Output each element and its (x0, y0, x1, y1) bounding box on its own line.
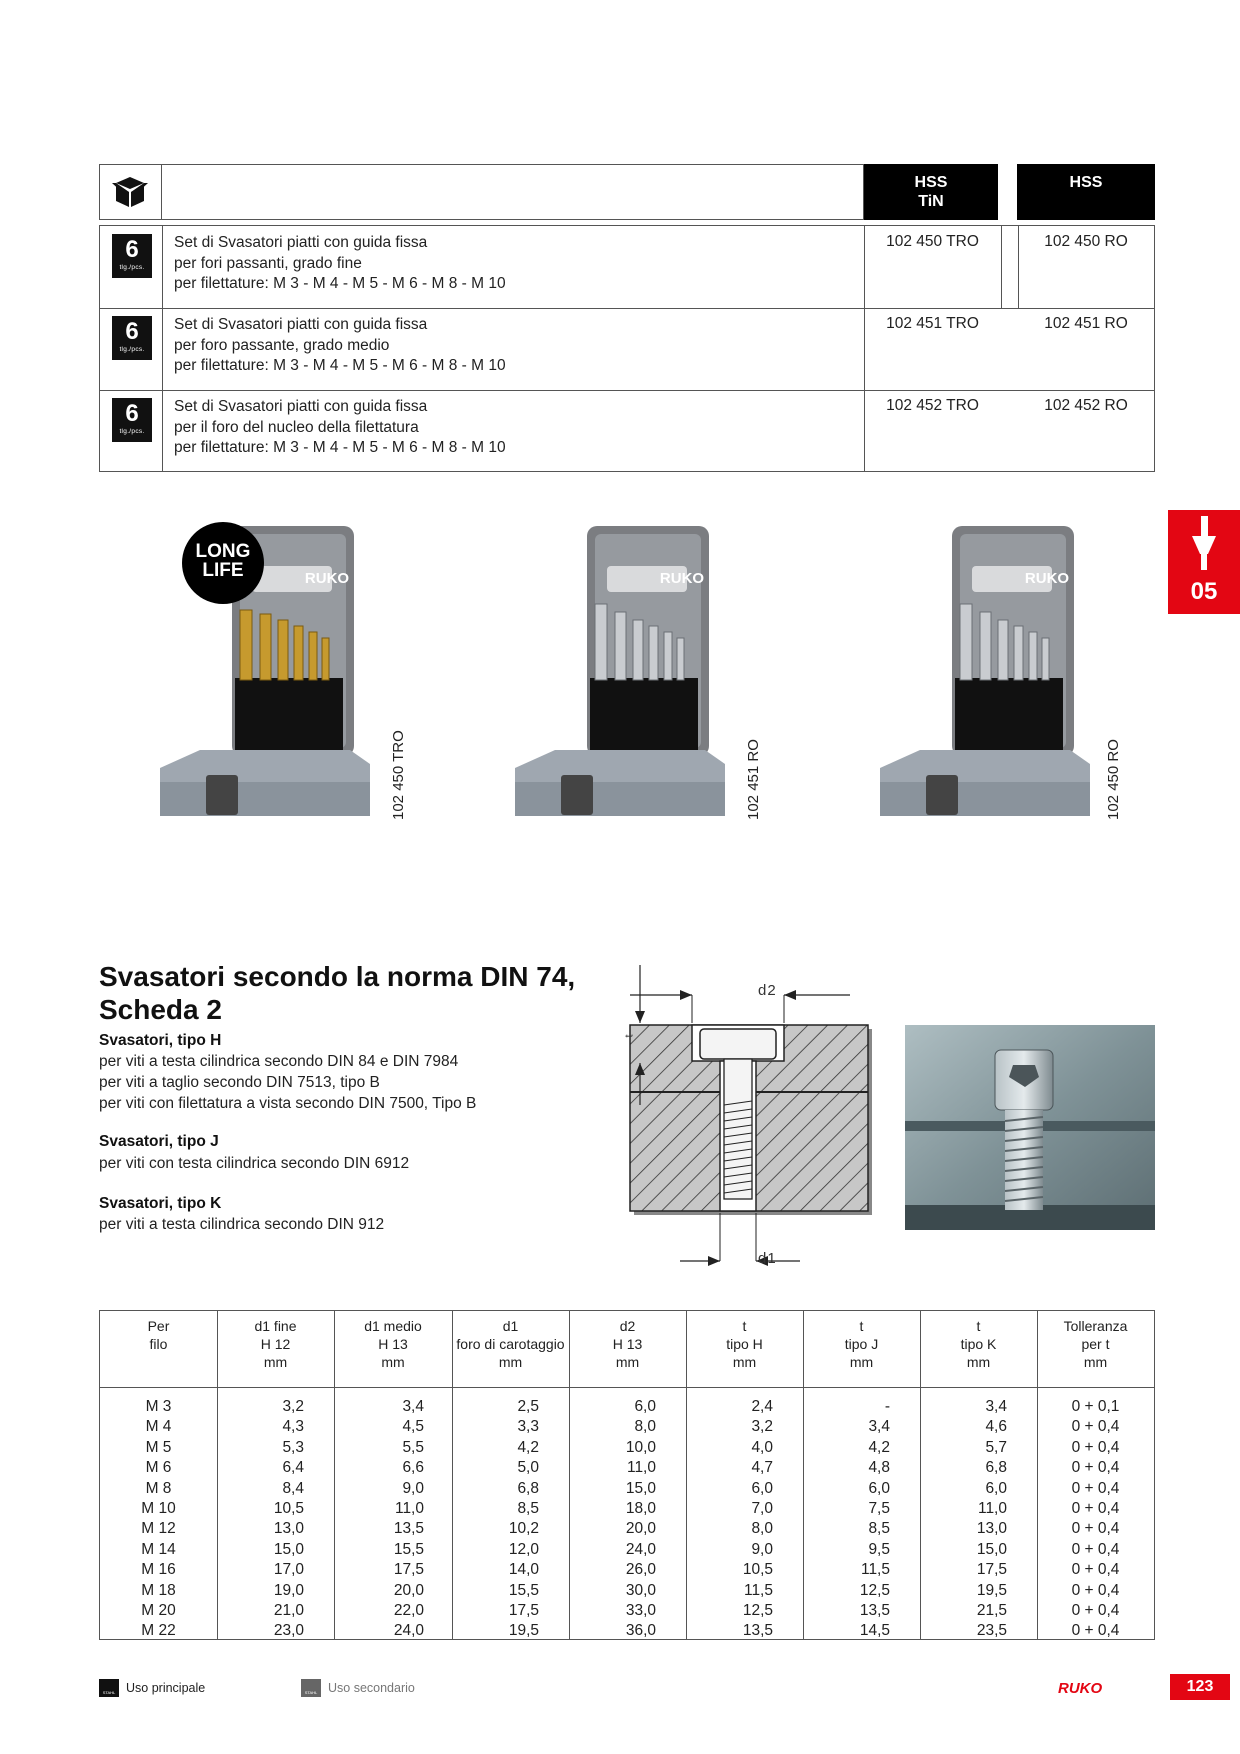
description-line: Set di Svasatori piatti con guida fissa (174, 234, 428, 251)
product-case-image-silver (880, 520, 1095, 830)
type-k-heading: Svasatori, tipo K (99, 1195, 222, 1212)
pieces-badge (112, 234, 152, 278)
type-h-heading: Svasatori, tipo H (99, 1032, 222, 1049)
table-cell: 17,5 (393, 1561, 424, 1579)
description-line: Set di Svasatori piatti con guida fissa (174, 316, 428, 333)
column-t-j (803, 1397, 890, 1642)
description-line: per filettature: M 3 - M 4 - M 5 - M 6 - M 8 - M 10 (174, 357, 506, 374)
pieces-count: 6 (125, 236, 139, 263)
table-cell: 8,5 (517, 1500, 539, 1518)
table-cell: 4,2 (517, 1438, 539, 1456)
table-cell: 21,0 (273, 1602, 304, 1620)
table-cell: M 6 (145, 1459, 172, 1477)
table-cell: 20,0 (625, 1520, 656, 1538)
photo-label: 102 450 RO (1105, 739, 1122, 820)
badge-line2: LIFE (202, 560, 244, 581)
header-hss (1017, 164, 1155, 220)
table-cell: 6,4 (282, 1459, 304, 1477)
description-line: per fori passanti, grado fine (174, 254, 362, 272)
badge-line1: LONG (195, 541, 251, 562)
table-cell: 0 + 0,4 (1071, 1438, 1120, 1456)
col-header-line: d1 medio (364, 1318, 422, 1334)
table-cell: 11,0 (977, 1500, 1007, 1518)
article-code-tin: 102 450 TRO (886, 233, 979, 250)
table-cell: 11,5 (860, 1561, 890, 1579)
secondary-use-icon-label: STAHL (304, 1690, 318, 1695)
table-cell: M 20 (141, 1602, 176, 1620)
table-cell: M 18 (141, 1581, 176, 1599)
table-cell: 15,0 (625, 1479, 656, 1497)
table-cell: 5,7 (985, 1438, 1007, 1456)
table-cell: M 12 (141, 1520, 176, 1538)
table-cell: 0 + 0,4 (1071, 1622, 1120, 1640)
table-cell: 19,5 (976, 1581, 1007, 1599)
col-header-line: foro di carotaggio (456, 1336, 565, 1352)
table-cell: 6,8 (517, 1479, 539, 1497)
col-header-d2 (569, 1317, 686, 1371)
table-cell: 11,0 (626, 1459, 656, 1477)
table-cell: 4,8 (868, 1459, 890, 1477)
table-cell: 6,8 (985, 1459, 1007, 1477)
table-cell: 6,0 (985, 1479, 1007, 1497)
description-line: per viti a taglio secondo DIN 7513, tipo B (99, 1074, 380, 1091)
table-cell: M 3 (145, 1398, 172, 1415)
column-t-h (686, 1397, 773, 1642)
primary-use-icon-label: STAHL (102, 1690, 116, 1695)
col-header-t-h (686, 1317, 803, 1371)
table-cell: 3,2 (282, 1398, 304, 1415)
table-cell: 19,0 (273, 1581, 304, 1599)
table-cell: 0 + 0,4 (1071, 1418, 1120, 1436)
table-cell: M 22 (141, 1622, 176, 1640)
col-header-line: tipo H (726, 1336, 763, 1352)
col-header-line: filo (149, 1336, 168, 1352)
table-cell: 23,5 (976, 1622, 1007, 1640)
section-title-line2: Scheda 2 (99, 994, 222, 1025)
col-header-line: mm (615, 1354, 640, 1370)
dimension-t-label: t (623, 1034, 636, 1038)
photo-label: 102 451 RO (745, 739, 762, 820)
product-description (174, 315, 506, 377)
pieces-unit: tlg./pcs. (119, 428, 145, 435)
table-cell: 17,5 (976, 1561, 1007, 1579)
table-cell: - (884, 1398, 890, 1415)
table-cell: 0 + 0,4 (1071, 1459, 1120, 1477)
dimension-d1-label: d1 (758, 1250, 777, 1267)
product-description (174, 233, 506, 295)
table-cell: 0 + 0,4 (1071, 1540, 1120, 1558)
table-cell: 5,3 (282, 1438, 304, 1456)
description-line: per filettature: M 3 - M 4 - M 5 - M 6 - M 8 - M 10 (174, 439, 506, 456)
table-cell: 17,5 (508, 1602, 539, 1620)
table-cell: 13,5 (742, 1622, 773, 1640)
table-cell: 14,0 (508, 1561, 539, 1579)
column-t-k (920, 1397, 1007, 1642)
col-header-line: d1 (502, 1318, 519, 1334)
col-header-line: t (742, 1318, 747, 1334)
table-cell: 3,2 (751, 1418, 773, 1436)
table-cell: 9,0 (751, 1540, 773, 1558)
table-cell: 14,5 (859, 1622, 890, 1640)
table-cell: 7,5 (868, 1500, 890, 1518)
pieces-badge (112, 316, 152, 360)
table-cell: 26,0 (625, 1561, 656, 1579)
table-cell: 6,6 (402, 1459, 424, 1477)
col-header-line: Tolleranza (1063, 1318, 1128, 1334)
type-j-description (99, 1153, 409, 1174)
table-cell: 13,0 (976, 1520, 1007, 1538)
type-k-description (99, 1214, 384, 1235)
table-cell: 3,4 (985, 1398, 1007, 1415)
table-cell: 30,0 (625, 1581, 656, 1599)
table-cell: M 16 (141, 1561, 176, 1579)
table-cell: 0 + 0,4 (1071, 1561, 1120, 1579)
table-cell: 20,0 (393, 1581, 424, 1599)
column-d1-medium (334, 1397, 424, 1642)
table-cell: 8,5 (868, 1520, 890, 1538)
table-cell: 8,0 (751, 1520, 773, 1538)
type-h-description (99, 1051, 476, 1114)
table-cell: 15,5 (393, 1540, 424, 1558)
column-d1-fine (217, 1397, 304, 1642)
table-cell: 6,0 (634, 1398, 656, 1415)
section-title (99, 960, 599, 1026)
column-d1-core (452, 1397, 539, 1642)
table-cell: 0 + 0,4 (1071, 1500, 1120, 1518)
case-brand-label: RUKO (304, 570, 350, 587)
column-d2 (569, 1397, 656, 1642)
table-cell: 22,0 (393, 1602, 424, 1620)
table-cell: 0 + 0,4 (1071, 1602, 1120, 1620)
product-case-image-silver (515, 520, 730, 830)
col-header-line: t (976, 1318, 981, 1334)
table-cell: 4,6 (985, 1418, 1007, 1436)
table-cell: 4,7 (751, 1459, 773, 1477)
description-line: per il foro del nucleo della filettatura (174, 418, 419, 436)
case-brand-label: RUKO (659, 570, 705, 587)
pieces-count: 6 (125, 400, 139, 427)
package-icon-cell (99, 164, 162, 220)
description-line: Set di Svasatori piatti con guida fissa (174, 398, 428, 415)
table-cell: 8,0 (634, 1418, 656, 1436)
table-cell: 15,0 (273, 1540, 304, 1558)
table-cell: 10,5 (742, 1561, 773, 1579)
photo-label: 102 450 TRO (390, 730, 407, 820)
table-cell: 36,0 (625, 1622, 656, 1640)
type-j-heading: Svasatori, tipo J (99, 1133, 219, 1150)
table-cell: M 10 (141, 1500, 176, 1518)
table-cell: 21,5 (976, 1602, 1007, 1620)
col-header-line: mm (966, 1354, 991, 1370)
column-tolerance (1037, 1397, 1154, 1642)
table-cell: 2,5 (517, 1398, 539, 1415)
col-header-line: tipo K (960, 1336, 997, 1352)
table-cell: 3,4 (868, 1418, 890, 1436)
page-number: 123 (1170, 1674, 1230, 1700)
table-cell: 0 + 0,4 (1071, 1581, 1120, 1599)
primary-use-icon (99, 1679, 119, 1697)
article-code-hss: 102 451 RO (1044, 315, 1128, 332)
table-cell: 6,0 (751, 1479, 773, 1497)
article-code-tin: 102 451 TRO (886, 315, 979, 332)
table-cell: 11,0 (394, 1500, 424, 1518)
footer-brand: RUKO (1058, 1680, 1103, 1697)
table-cell: 9,5 (868, 1540, 890, 1558)
col-header-line: H 13 (378, 1336, 408, 1352)
table-cell: 15,5 (508, 1581, 539, 1599)
table-cell: 24,0 (625, 1540, 656, 1558)
table-cell: 12,5 (859, 1581, 890, 1599)
col-header-line: mm (498, 1354, 523, 1370)
col-header-t-k (920, 1317, 1037, 1371)
col-header-t-j (803, 1317, 920, 1371)
description-line: per viti a testa cilindrica secondo DIN 912 (99, 1216, 385, 1233)
col-header-thread (100, 1317, 217, 1353)
secondary-use-label: Uso secondario (328, 1681, 415, 1695)
description-line: per viti a testa cilindrica secondo DIN 84 e DIN 7984 (99, 1053, 459, 1070)
table-cell: 6,0 (868, 1479, 890, 1497)
secondary-use-icon (301, 1679, 321, 1697)
col-header-line: mm (263, 1354, 288, 1370)
header-hss-tin (864, 164, 998, 220)
screw-photo (905, 1025, 1155, 1230)
table-cell: 13,0 (273, 1520, 304, 1538)
description-line: per viti con filettatura a vista secondo DIN 7500, Tipo B (99, 1095, 477, 1112)
case-brand-label: RUKO (1024, 570, 1070, 587)
table-cell: 18,0 (625, 1500, 656, 1518)
header-hss-tin-line1: HSS (914, 174, 948, 191)
col-header-d1-core (452, 1317, 569, 1371)
col-header-d1-fine (217, 1317, 334, 1371)
col-header-line: d2 (619, 1318, 636, 1334)
table-cell: 11,5 (743, 1581, 773, 1599)
header-hss-line1: HSS (1069, 174, 1103, 191)
article-code-tin: 102 452 TRO (886, 397, 979, 414)
table-cell: 12,0 (508, 1540, 539, 1558)
section-title-line1: Svasatori secondo la norma DIN 74, (99, 961, 576, 992)
col-header-line: Per (147, 1318, 170, 1334)
col-header-line: mm (1083, 1354, 1108, 1370)
dimension-d2-label: d2 (758, 982, 777, 999)
table-cell: 0 + 0,4 (1071, 1479, 1120, 1497)
table-cell: 10,0 (625, 1438, 656, 1456)
table-cell: 0 + 0,4 (1071, 1520, 1120, 1538)
col-header-line: per t (1081, 1336, 1110, 1352)
col-header-line: mm (381, 1354, 405, 1370)
header-hss-tin-line2: TiN (918, 193, 944, 210)
table-cell: M 5 (145, 1438, 172, 1456)
col-header-line: mm (849, 1354, 874, 1370)
table-cell: 15,0 (976, 1540, 1007, 1558)
table-cell: 12,5 (742, 1602, 773, 1620)
description-line: per foro passante, grado medio (174, 336, 390, 354)
countersink-diagram (620, 955, 900, 1275)
description-line: per filettature: M 3 - M 4 - M 5 - M 6 - M 8 - M 10 (174, 275, 506, 292)
description-header-cell (161, 164, 864, 220)
col-header-tolerance (1037, 1317, 1154, 1371)
table-cell: 24,0 (393, 1622, 424, 1640)
pieces-unit: tlg./pcs. (119, 264, 145, 271)
pieces-count: 6 (125, 318, 139, 345)
product-table-body (99, 225, 1155, 472)
table-cell: M 4 (145, 1418, 172, 1436)
table-cell: 10,5 (273, 1500, 304, 1518)
col-header-line: H 13 (612, 1336, 643, 1352)
countersink-icon (1168, 510, 1240, 576)
product-description (174, 397, 506, 459)
table-cell: 13,5 (393, 1520, 424, 1538)
table-cell: 4,3 (282, 1418, 304, 1436)
table-cell: M 8 (145, 1479, 172, 1497)
column-thread (100, 1397, 217, 1642)
long-life-badge (182, 522, 264, 604)
table-cell: M 14 (141, 1540, 176, 1558)
table-cell: 7,0 (751, 1500, 773, 1518)
table-cell: 4,2 (868, 1438, 890, 1456)
table-cell: 2,4 (751, 1398, 773, 1415)
table-cell: 5,0 (517, 1459, 539, 1477)
table-cell: 4,5 (402, 1418, 424, 1436)
table-cell: 0 + 0,1 (1071, 1398, 1120, 1415)
table-cell: 8,4 (282, 1479, 304, 1497)
pieces-unit: tlg./pcs. (119, 346, 145, 353)
table-cell: 23,0 (273, 1622, 304, 1640)
description-line: per viti con testa cilindrica secondo DIN 6912 (99, 1155, 410, 1172)
col-header-line: t (859, 1318, 864, 1334)
col-header-d1-medium (334, 1317, 452, 1371)
table-cell: 5,5 (402, 1438, 424, 1456)
table-cell: 19,5 (508, 1622, 539, 1640)
pieces-badge (112, 398, 152, 442)
col-header-line: mm (732, 1354, 757, 1370)
table-cell: 13,5 (859, 1602, 890, 1620)
col-header-line: d1 fine (254, 1318, 297, 1334)
chapter-tab[interactable] (1168, 510, 1240, 614)
chapter-number: 05 (1190, 578, 1218, 605)
col-header-line: H 12 (260, 1336, 291, 1352)
table-cell: 3,3 (517, 1418, 539, 1436)
dimension-table (99, 1310, 1155, 1640)
primary-use-label: Uso principale (126, 1681, 206, 1695)
table-cell: 4,0 (751, 1438, 773, 1456)
table-cell: 3,4 (402, 1398, 424, 1415)
table-cell: 9,0 (402, 1479, 424, 1497)
article-code-hss: 102 452 RO (1044, 397, 1128, 414)
table-cell: 10,2 (508, 1520, 539, 1538)
package-icon (100, 165, 161, 219)
article-code-hss: 102 450 RO (1044, 233, 1128, 250)
table-cell: 17,0 (273, 1561, 304, 1579)
col-header-line: tipo J (844, 1336, 879, 1352)
table-cell: 33,0 (625, 1602, 656, 1620)
